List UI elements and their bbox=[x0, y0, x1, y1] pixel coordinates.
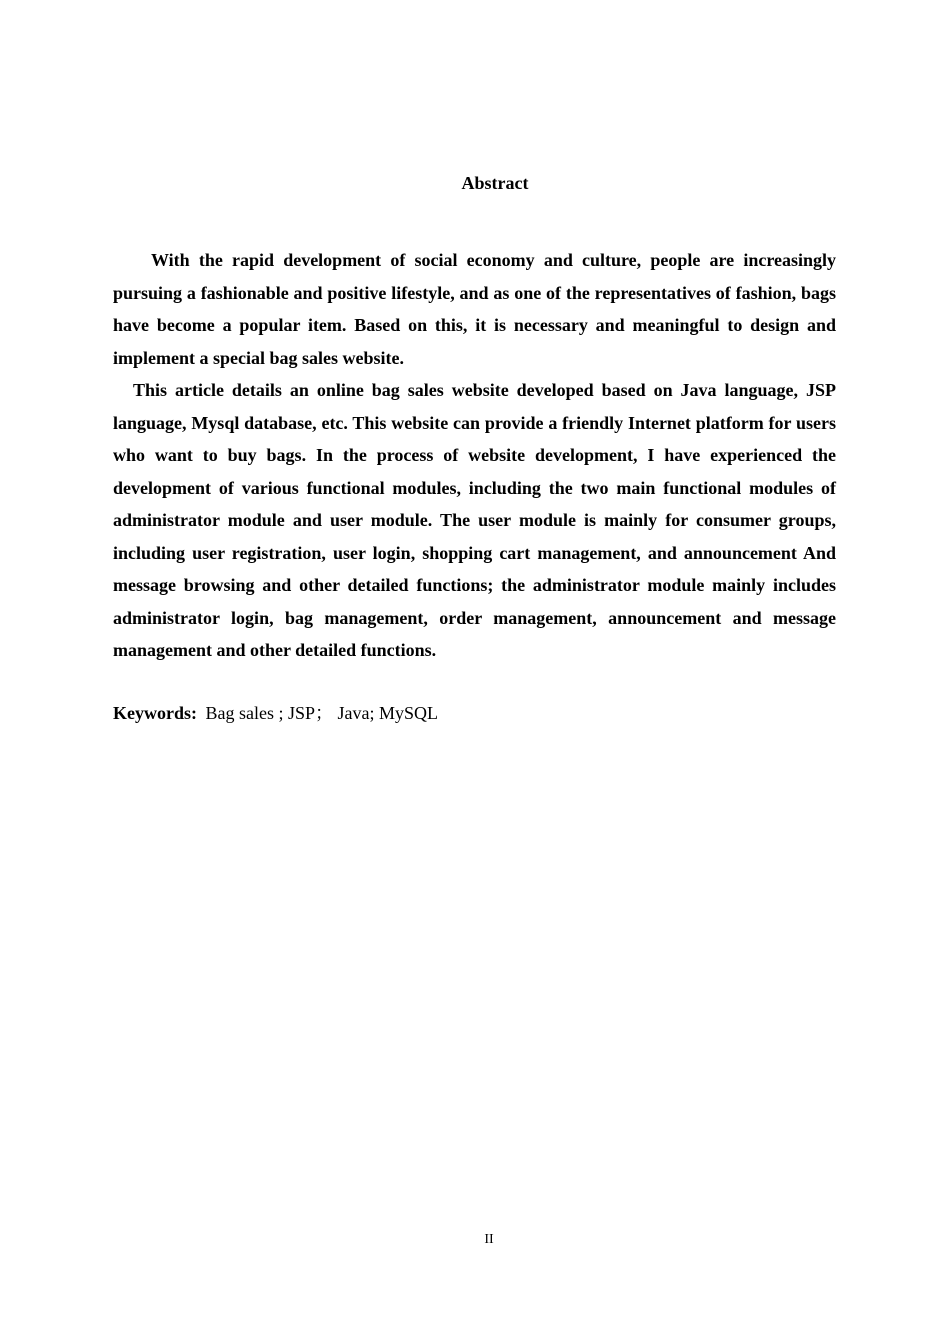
page-number: II bbox=[484, 1232, 494, 1247]
abstract-title: Abstract bbox=[461, 173, 529, 193]
abstract-paragraph-1: With the rapid development of social economy and culture, people are increasingly pursuing a fashionable and positive lifestyle, and as one of the representatives of fashion, bags have become a popular item. Based on this, it is necessary and meaningful to design and implement a special bag sales website. bbox=[113, 250, 836, 368]
abstract-body bbox=[113, 244, 836, 667]
keywords-label: Keywords: bbox=[113, 703, 197, 723]
abstract-paragraph-2: This article details an online bag sales website developed based on Java language, JSP language, Mysql database, etc. This website can provide a friendly Internet platform for users who want to buy bags. In the process of website development, I have experienced the development of various functional modules, including the two main functional modules of administrator module and user module. The user module is mainly for consumer groups, including user registration, user login, shopping cart management, and announcement And message browsing and other detailed functions; the administrator module mainly includes administrator login, bag management, order management, announcement and message management and other detailed functions. bbox=[113, 380, 836, 660]
keywords-line bbox=[113, 701, 438, 725]
keywords-value: Bag sales ; JSP； Java; MySQL bbox=[205, 703, 439, 723]
